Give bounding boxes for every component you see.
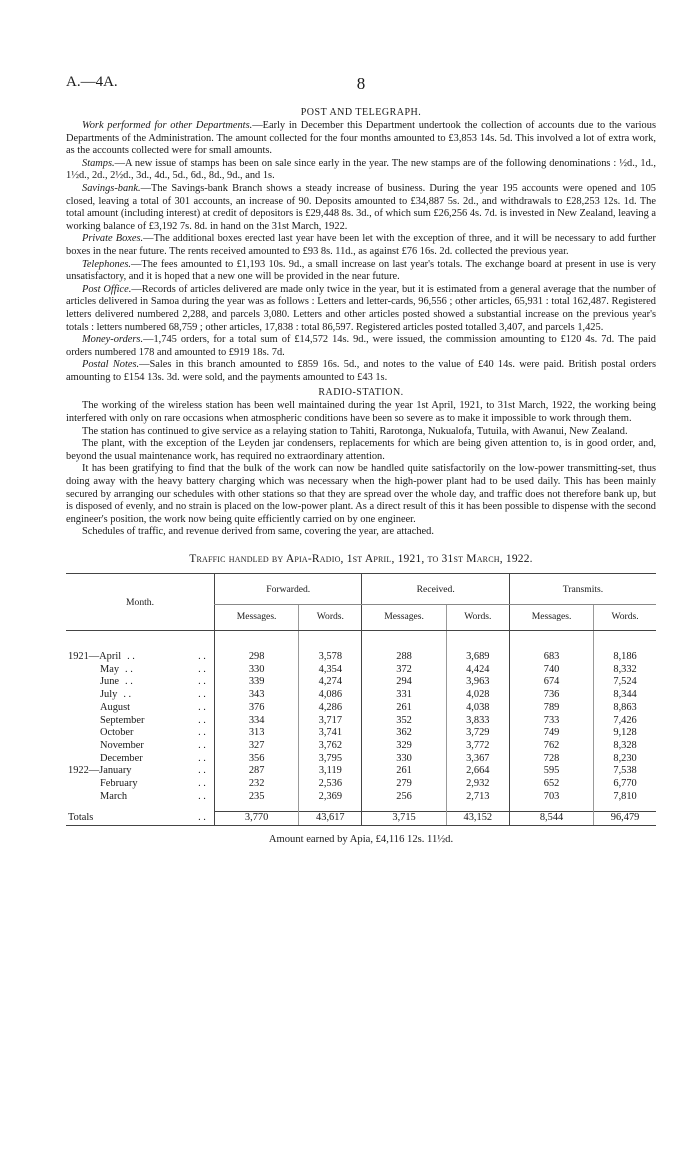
table-header-row xyxy=(66,574,656,605)
paragraph xyxy=(66,233,656,258)
table-row xyxy=(66,715,656,728)
table-row xyxy=(66,689,656,702)
table-row xyxy=(66,765,656,778)
column-header-words: Words. xyxy=(594,605,656,631)
paragraph xyxy=(66,183,656,233)
table-row xyxy=(66,753,656,766)
month-label: January xyxy=(99,765,132,777)
month-cell xyxy=(66,676,190,689)
table-row xyxy=(66,727,656,740)
month-cell xyxy=(66,664,190,677)
forwarded-messages: 343 xyxy=(215,689,299,702)
forwarded-words: 4,274 xyxy=(299,676,362,689)
leader-dots: . . xyxy=(198,701,206,713)
table-row xyxy=(66,676,656,689)
received-messages: 331 xyxy=(362,689,446,702)
transmits-words: 9,128 xyxy=(594,727,656,740)
leader-dots xyxy=(130,702,136,713)
transmits-messages: 728 xyxy=(509,753,593,766)
leader-dots: . . xyxy=(198,714,206,726)
month-label: December xyxy=(100,752,143,764)
section-heading: RADIO-STATION. xyxy=(318,387,404,399)
received-words: 3,772 xyxy=(446,740,509,753)
transmits-messages: 683 xyxy=(509,651,593,664)
month-cell xyxy=(66,753,190,766)
month-label: November xyxy=(100,739,144,751)
leader-dots: . . xyxy=(125,676,133,688)
paragraph-lead: Work performed for other Departments. xyxy=(82,120,253,131)
transmits-messages: 740 xyxy=(509,664,593,677)
forwarded-words: 3,762 xyxy=(299,740,362,753)
column-group-received: Received. xyxy=(362,574,509,605)
document-body xyxy=(66,106,656,845)
amount-earned-line: Amount earned by Apia, £4,116 12s. 11½d. xyxy=(268,834,454,846)
forwarded-words: 3,741 xyxy=(299,727,362,740)
month-label: June xyxy=(100,676,120,688)
transmits-words: 8,344 xyxy=(594,689,656,702)
month-cell xyxy=(66,651,190,664)
leader-dots: . . xyxy=(198,752,206,764)
received-words: 2,713 xyxy=(446,791,509,804)
forwarded-messages: 287 xyxy=(215,765,299,778)
received-words: 2,932 xyxy=(446,778,509,791)
received-words: 3,963 xyxy=(446,676,509,689)
received-messages: 279 xyxy=(362,778,446,791)
leader-dots: . . xyxy=(123,689,132,701)
paragraph-text: —The Savings-bank Branch shows a steady increase of business. During the year 195 accounts were opened and 105 closed, leaving a total of 301 accounts, an increase of 90. Deposits amounted to £34,887 5s. 2d., and withdrawals to £28,253 12s. 1d. The total amount (including interest) at credit of depositors is £29,448 8s. 3d., of which sum £26,256 4s. 7d. is invested in New Zealand, leaving a working balance of £3,192 7s. 8d. in hand on the 31st March, 1922. xyxy=(66,182,656,232)
forwarded-messages: 334 xyxy=(215,715,299,728)
paragraph-lead: Post Office. xyxy=(82,283,132,295)
column-header-month: Month. xyxy=(66,574,215,631)
leader-dots xyxy=(138,778,144,789)
forwarded-messages: 298 xyxy=(215,651,299,664)
month-label: October xyxy=(100,727,134,739)
forwarded-messages: 376 xyxy=(215,702,299,715)
received-messages: 256 xyxy=(362,791,446,804)
traffic-table xyxy=(66,573,656,826)
forwarded-messages: 356 xyxy=(215,753,299,766)
paragraph xyxy=(66,158,656,183)
column-header-words: Words. xyxy=(446,605,509,631)
total-transmits-messages: 8,544 xyxy=(509,812,593,826)
paragraph-text: —The fees amounted to £1,193 10s. 9d., a small increase on last year's totals. The exchange board at present in use is very unsatisfactory, and it is hoped that a new one will be provided in the near future. xyxy=(66,258,656,283)
table-body xyxy=(66,631,656,804)
month-label: April xyxy=(99,651,122,662)
transmits-words: 7,524 xyxy=(594,676,656,689)
total-forwarded-messages: 3,770 xyxy=(215,812,299,826)
leader-dots: . . xyxy=(198,778,206,790)
leader-dots: . . xyxy=(198,676,206,688)
paragraph xyxy=(66,334,656,359)
forwarded-words: 3,795 xyxy=(299,753,362,766)
column-header-messages: Messages. xyxy=(362,605,446,631)
page-header xyxy=(66,74,656,96)
leader-dots: . . xyxy=(198,739,206,751)
forwarded-words: 3,717 xyxy=(299,715,362,728)
paragraph: The station has continued to give service as a relaying station to Tahiti, Rarotonga, Nukualofa, Tutuila, with Awanui, New Zealand. xyxy=(82,425,628,437)
paragraph xyxy=(66,259,656,284)
leader-dots: . . xyxy=(198,727,206,739)
received-messages: 261 xyxy=(362,765,446,778)
month-label: May xyxy=(100,663,120,675)
year-label: 1922— xyxy=(68,765,100,777)
leader-dots: . . xyxy=(198,651,206,662)
month-cell xyxy=(66,765,190,778)
received-messages: 330 xyxy=(362,753,446,766)
paragraph-text: —Sales in this branch amounted to £859 16s. 5d., and notes to the value of £40 14s. were paid. British postal orders amounting to £154 13s. 3d. were sold, and the payments amounted to £43 1s. xyxy=(66,359,657,383)
paragraph: The working of the wireless station has been well maintained during the year 1st April, 1921, to 31st March, 1922, the working being interfered with only on rare occasions when atmospheric conditions have been so severe as to make it impossible to work through them. xyxy=(66,400,656,425)
post-telegraph-section xyxy=(66,106,656,384)
transmits-words: 7,810 xyxy=(594,791,656,804)
received-messages: 329 xyxy=(362,740,446,753)
leader-dots xyxy=(143,753,149,764)
forwarded-messages: 235 xyxy=(215,791,299,804)
leader-dots: . . xyxy=(125,663,133,675)
forwarded-messages: 232 xyxy=(215,778,299,791)
paragraph xyxy=(66,359,656,384)
leader-dots: . . xyxy=(198,790,206,802)
column-header-messages: Messages. xyxy=(509,605,593,631)
table-row xyxy=(66,778,656,791)
paragraph: Schedules of traffic, and revenue derived from same, covering the year, are attached. xyxy=(82,526,434,538)
forwarded-messages: 327 xyxy=(215,740,299,753)
forwarded-words: 4,354 xyxy=(299,664,362,677)
received-words: 4,028 xyxy=(446,689,509,702)
received-messages: 352 xyxy=(362,715,446,728)
paragraph-lead: Savings-bank. xyxy=(82,182,141,194)
month-label: February xyxy=(100,778,138,790)
transmits-words: 8,230 xyxy=(594,753,656,766)
received-messages: 362 xyxy=(362,727,446,740)
month-label: March xyxy=(100,790,128,802)
received-words: 3,729 xyxy=(446,727,509,740)
leader-dots xyxy=(127,791,133,802)
month-cell xyxy=(66,791,190,804)
paragraph-lead: Postal Notes. xyxy=(82,359,140,371)
forwarded-messages: 339 xyxy=(215,676,299,689)
table-row xyxy=(66,740,656,753)
paragraph-text: —1,745 orders, for a total sum of £14,572 14s. 9d., were issued, the commission amounting to £120 4s. 7d. The paid orders numbered 178 and amounted to £919 18s. 7d. xyxy=(66,334,656,358)
forwarded-words: 4,286 xyxy=(299,702,362,715)
transmits-messages: 733 xyxy=(509,715,593,728)
forwarded-words: 3,119 xyxy=(299,765,362,778)
column-header-messages: Messages. xyxy=(215,605,299,631)
column-header-words: Words. xyxy=(299,605,362,631)
paragraph-lead: Stamps. xyxy=(82,157,115,169)
transmits-words: 7,426 xyxy=(594,715,656,728)
table-row xyxy=(66,651,656,664)
paragraph-lead: Telephones. xyxy=(82,258,131,270)
month-cell xyxy=(66,778,190,791)
forwarded-words: 3,578 xyxy=(299,651,362,664)
transmits-words: 8,332 xyxy=(594,664,656,677)
month-label: September xyxy=(100,714,145,726)
leader-dots xyxy=(132,765,138,776)
received-words: 4,424 xyxy=(446,664,509,677)
transmits-messages: 749 xyxy=(509,727,593,740)
section-heading: POST AND TELEGRAPH. xyxy=(300,107,422,118)
leader-dots: . . xyxy=(190,812,215,826)
totals-label: Totals xyxy=(66,812,190,826)
column-group-forwarded: Forwarded. xyxy=(215,574,362,605)
column-group-transmits: Transmits. xyxy=(509,574,656,605)
transmits-words: 8,863 xyxy=(594,702,656,715)
transmits-words: 8,328 xyxy=(594,740,656,753)
leader-dots: . . xyxy=(198,663,206,675)
paragraph-lead: Private Boxes. xyxy=(82,233,144,245)
transmits-messages: 762 xyxy=(509,740,593,753)
table-row xyxy=(66,791,656,804)
total-transmits-words: 96,479 xyxy=(594,812,656,826)
leader-dots: . . xyxy=(127,651,135,662)
total-received-messages: 3,715 xyxy=(362,812,446,826)
received-words: 3,833 xyxy=(446,715,509,728)
table-caption: Traffic handled by Apia-Radio, 1st April, 1921, to 31st March, 1922. xyxy=(189,553,533,565)
table-row xyxy=(66,702,656,715)
paragraph: The plant, with the exception of the Leyden jar condensers, replacements for which are being given attention to, is in good order, and, beyond the usual maintenance work, has required no extraordinary attention. xyxy=(66,438,656,462)
received-messages: 372 xyxy=(362,664,446,677)
forwarded-messages: 313 xyxy=(215,727,299,740)
forwarded-words: 2,369 xyxy=(299,791,362,804)
paragraph-text: —A new issue of stamps has been on sale since early in the year. The new stamps are of the following denominations : ½d., 1d., 1½d., 2d., 2½d., 3d., 4d., 5d., 6d., 8d., 9d., and 1s. xyxy=(66,157,656,182)
paragraph xyxy=(66,284,656,334)
document-reference: A.—4A. xyxy=(66,74,118,90)
received-words: 2,664 xyxy=(446,765,509,778)
forwarded-messages: 330 xyxy=(215,664,299,677)
radio-station-section xyxy=(66,386,656,539)
transmits-messages: 595 xyxy=(509,765,593,778)
month-label: August xyxy=(100,701,131,713)
month-cell xyxy=(66,689,190,702)
month-cell xyxy=(66,727,190,740)
month-label: July xyxy=(100,689,118,701)
leader-dots xyxy=(144,715,150,726)
transmits-messages: 674 xyxy=(509,676,593,689)
received-words: 3,689 xyxy=(446,651,509,664)
transmits-messages: 736 xyxy=(509,689,593,702)
paragraph-lead: Money-orders. xyxy=(82,334,144,346)
received-words: 3,367 xyxy=(446,753,509,766)
table-totals-row xyxy=(66,812,656,826)
table-row xyxy=(66,664,656,677)
leader-dots xyxy=(144,740,150,751)
transmits-words: 8,186 xyxy=(594,651,656,664)
forwarded-words: 2,536 xyxy=(299,778,362,791)
leader-dots: . . xyxy=(198,765,206,777)
total-received-words: 43,152 xyxy=(446,812,509,826)
transmits-messages: 652 xyxy=(509,778,593,791)
received-messages: 294 xyxy=(362,676,446,689)
received-messages: 288 xyxy=(362,651,446,664)
leader-dots: . . xyxy=(198,689,206,701)
leader-dots xyxy=(133,727,139,738)
month-cell xyxy=(66,715,190,728)
received-words: 4,038 xyxy=(446,702,509,715)
paragraph-text: —Records of articles delivered are made only twice in the year, but it is estimated from a general average that the number of articles delivered in Samoa during the year was as follows : Letters and letter-cards, 96,556 ; other articles, 65,931 : total 162,487. Registered letters delivered numbered 2,288, and parcels 3,080. Letters and other articles posted showed a substantial increase on the previous year's totals : letters numbered 68,759 ; other articles, 17,838 : total 86,597. Registered articles posted totalled 3,407, and parcels 1,425. xyxy=(66,283,656,333)
paragraph-text: —The additional boxes erected last year have been let with the exception of three, and it will be necessary to add further boxes in the near future. The rents received amounted to £93 8s. 11d., as against £76 16s. 2d. collected the previous year. xyxy=(66,233,656,257)
paragraph-text: —Early in December this Department undertook the collection of accounts due to the various Departments of the Administration. The amount collected for the four months amounted to £3,853 14s. 5d. This involved a lot of extra work, as the accounts collected were for small amounts. xyxy=(66,120,656,157)
forwarded-words: 4,086 xyxy=(299,689,362,702)
received-messages: 261 xyxy=(362,702,446,715)
paragraph xyxy=(66,120,656,158)
transmits-words: 6,770 xyxy=(594,778,656,791)
total-forwarded-words: 43,617 xyxy=(299,812,362,826)
transmits-messages: 703 xyxy=(509,791,593,804)
transmits-messages: 789 xyxy=(509,702,593,715)
paragraph: It has been gratifying to find that the bulk of the work can now be handled quite satisfactorily on the low-power transmitting-set, thus doing away with the heavy battery charging which was necessary when the high-power plant had to be used daily. This has been mainly secured by arranging our schedules with other stations so that they are spread over the whole day, and traffic does not therefore bank up, but is disposed of evenly, and no strain is placed on the low-power plant. As a direct result of this it has been possible to dispense with the second engineer's position, the work now being quite efficiently carried on by one engineer. xyxy=(66,463,656,525)
page-number: 8 xyxy=(356,74,366,93)
year-label: 1921— xyxy=(68,651,100,662)
month-cell xyxy=(66,740,190,753)
transmits-words: 7,538 xyxy=(594,765,656,778)
month-cell xyxy=(66,702,190,715)
